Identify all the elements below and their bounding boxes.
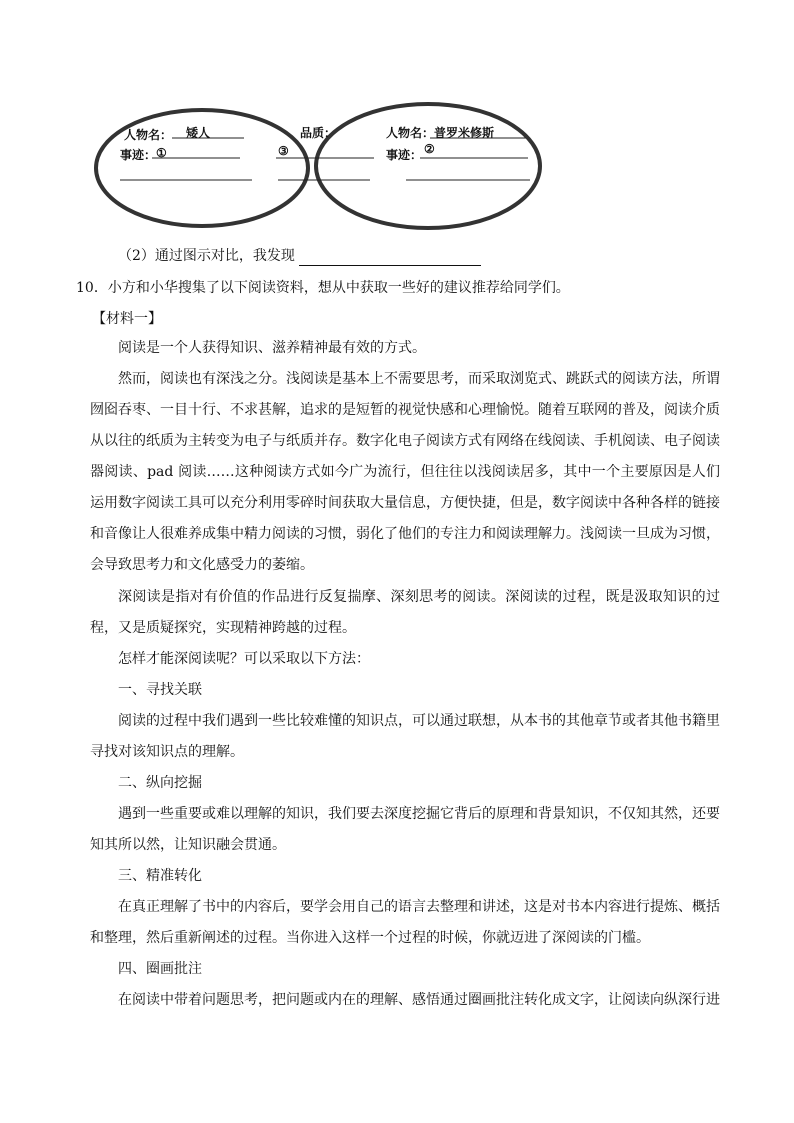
paragraph-2: 然而，阅读也有深浅之分。浅阅读是基本上不需要思考，而采取浏览式、跳跃式的阅读方法，所谓囫囵吞枣、一目十行、不求甚解，追求的是短暂的视觉快感和心理愉悦。随着互联网的普及，阅读介质从以往的纸质为主转变为电子与纸质并存。数字化电子阅读方式有网络在线阅读、手机阅读、电子阅读器阅读、pad 阅读……这种阅读方式如今广为流行，但往往以浅阅读居多，其中一个主要原因是人们运用数字阅读工具可以充分利用零碎时间获取大量信息，方便快捷，但是，数字阅读中各种各样的链接和音像让人很难养成集中精力阅读的习惯，弱化了他们的专注力和阅读理解力。浅阅读一旦成为习惯，会导致思考力和文化感受力的萎缩。 (90, 371, 720, 573)
right-circle (316, 104, 540, 228)
paragraph-4: 怎样才能深阅读呢？可以采取以下方法： (118, 651, 370, 667)
right-deeds-label: 事迹： (386, 148, 423, 162)
right-deeds-marker: ② (424, 142, 435, 156)
paragraph-3: 深阅读是指对有价值的作品进行反复揣摩、深刻思考的阅读。深阅读的过程，既是汲取知识的过程，又是质疑探究，实现精神跨越的过程。 (90, 589, 720, 636)
method-3-title: 三、精准转化 (118, 868, 202, 884)
right-name-label: 人物名： (386, 126, 435, 140)
right-name-value: 普罗米修斯 (434, 126, 495, 140)
question-9-2 (118, 246, 481, 266)
method-2-body: 遇到一些重要或难以理解的知识，我们要去深度挖掘它背后的原理和背景知识，不仅知其然，还要知其所以然，让知识融会贯通。 (90, 806, 720, 853)
answer-blank[interactable] (299, 251, 481, 266)
paragraph-1: 阅读是一个人获得知识、滋养精神最有效的方式。 (118, 340, 426, 356)
left-deeds-label: 事迹： (120, 148, 157, 162)
question-10: 10．小方和小华搜集了以下阅读资料，想从中获取一些好的建议推荐给同学们。 (76, 280, 570, 296)
method-3-body: 在真正理解了书中的内容后，要学会用自己的语言去整理和讲述，这是对书本内容进行提炼、概括和整理，然后重新阐述的过程。当你进入这样一个过程的时候，你就迈进了深阅读的门槛。 (90, 899, 720, 946)
material-1-title: 【材料一】 (92, 311, 162, 327)
method-1-title: 一、寻找关联 (118, 682, 202, 698)
method-1-body: 阅读的过程中我们遇到一些比较难懂的知识点，可以通过联想，从本书的其他章节或者其他书籍里寻找对该知识点的理解。 (90, 713, 720, 760)
method-4-title: 四、圈画批注 (118, 961, 202, 977)
left-deeds-marker: ① (156, 146, 167, 160)
left-name-label: 人物名： (124, 128, 173, 142)
venn-diagram (90, 96, 550, 232)
left-name-value: 矮人 (186, 126, 211, 140)
method-4-body: 在阅读中带着问题思考，把问题或内在的理解、感悟通过圈画批注转化成文字，让阅读向纵深行进 (118, 992, 720, 1008)
method-2-title: 二、纵向挖掘 (118, 775, 202, 791)
middle-quality-label: 品质： (300, 126, 337, 140)
venn-circles (90, 96, 550, 232)
middle-quality-marker: ③ (278, 144, 289, 158)
question-9-2-text: （2）通过图示对比，我发现 (118, 248, 295, 264)
